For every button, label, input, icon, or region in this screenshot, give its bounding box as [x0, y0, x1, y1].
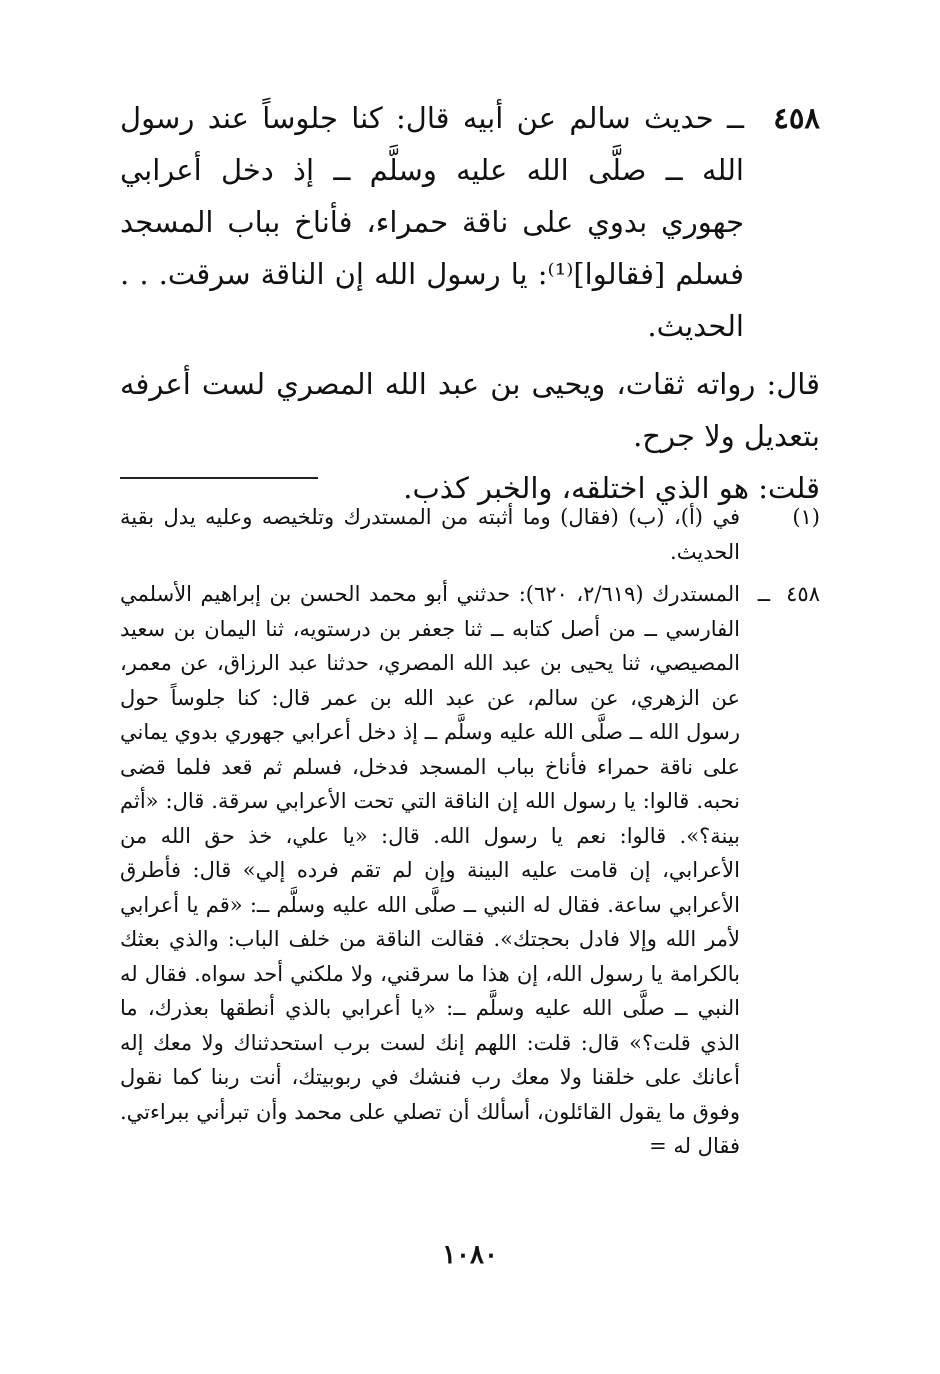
comment-narrators: قال: رواته ثقات، ويحيى بن عبد الله المصري لست أعرفه بتعديل ولا جرح.: [120, 367, 820, 453]
takhrij-dash: ــ: [757, 582, 770, 606]
footnote-text: في (أ)، (ب) (فقال) وما أثبته من المستدرك وتلخيصه وعليه يدل بقية الحديث.: [120, 505, 740, 564]
footnote-item: [120, 500, 820, 569]
hadith-text: ــ حديث سالم عن أبيه قال: كنا جلوساً عند رسول الله ــ صلَّى الله عليه وسلَّم ــ إذ دخل أعرابي جهوري بدوي على ناقة حمراء، فأناخ بباب المسجد فسلم [فقالوا]⁽¹⁾: يا رسول الله إن الناقة سرقت. . . الحديث.: [120, 101, 744, 343]
footnotes-section: [120, 500, 820, 1172]
footnote-separator: [120, 477, 318, 479]
footnote-number: (١): [792, 505, 820, 529]
author-comment: [120, 358, 820, 514]
comment-verdict: قلت: هو الذي اختلقه، والخبر كذب.: [403, 471, 820, 505]
takhrij-item: [120, 577, 820, 1164]
page-number: ١٠٨٠: [442, 1240, 498, 1270]
main-text: [120, 92, 820, 514]
hadith-number: ٤٥٨: [773, 101, 820, 135]
takhrij-text: المستدرك (٢/٦١٩، ٦٢٠): حدثني أبو محمد الحسن بن إبراهيم الأسلمي الفارسي ــ من أصل كتابه ــ ثنا جعفر بن درستويه، ثنا اليمان بن سعيد المصيصي، ثنا يحيى بن عبد الله المصري، حدثنا عبد الرزاق، عن معمر، عن الزهري، عن سالم، عن عبد الله بن عمر قال: كنا جلوساً حول رسول الله ــ صلَّى الله عليه وسلَّم ــ إذ دخل أعرابي جهوري بدوي يماني على ناقة حمراء فأناخ بباب المسجد فدخل، فسلم ثم قعد فلما قضى نحبه. قالوا: يا رسول الله إن الناقة التي تحت الأعرابي سرقة. قال: «أثم بينة؟». قالوا: نعم يا رسول الله. قال: «يا علي، خذ حق الله من الأعرابي، إن قامت عليه البينة وإن لم تقم فرده إلي» قال: فأطرق الأعرابي ساعة. فقال له النبي ــ صلَّى الله عليه وسلَّم ــ: «قم يا أعرابي لأمر الله وإلا فادل بحجتك». فقالت الناقة من خلف الباب: والذي بعثك بالكرامة يا رسول الله، إن هذا ما سرقني، ولا ملكني أحد سواه. فقال له النبي ــ صلَّى الله عليه وسلَّم ــ: «يا أعرابي بالذي أنطقها بعذرك، ما الذي قلت؟» قال: قلت: اللهم إنك لست برب استحدثناك ولا معك إله أعانك على خلقنا ولا معك رب فنشك في ربوبيتك، أنت ربنا كما نقول وفوق ما يقول القائلون، أسألك أن تصلي على محمد وأن تبرأني ببراءتي. فقال له =: [120, 582, 740, 1158]
hadith-paragraph: [120, 92, 820, 352]
takhrij-number: ٤٥٨: [786, 582, 820, 606]
